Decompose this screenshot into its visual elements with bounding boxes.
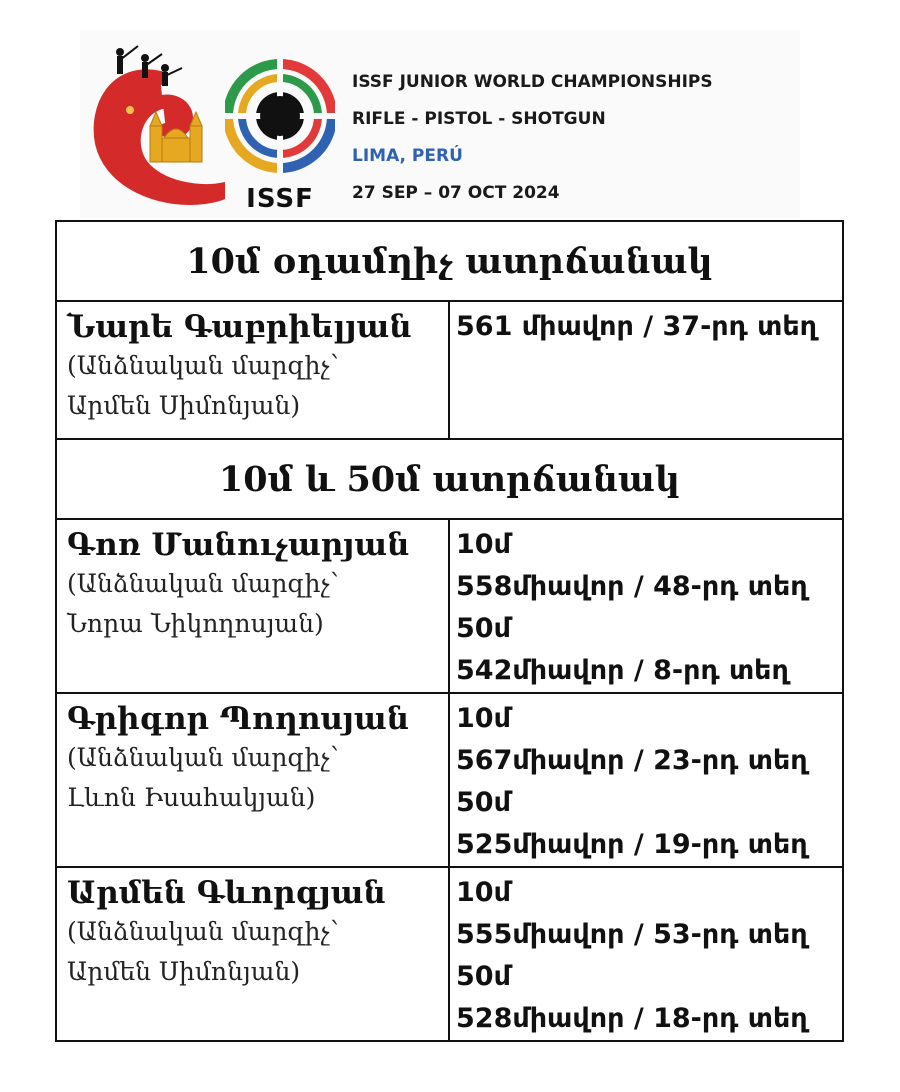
result-cell [449, 693, 843, 867]
athlete-cell [56, 867, 449, 1041]
coach-name: Լևոն Իսահակյան) [67, 783, 316, 812]
issf-logo [225, 54, 335, 218]
result-line: 567միավոր / 23-րդ տեղ [456, 745, 808, 776]
athlete-row [56, 693, 843, 867]
banner-text [352, 64, 713, 212]
coach-label: (Անձնական մարզիչ՝ [67, 569, 339, 598]
coach-name: Արմեն Սիմոնյան) [67, 391, 301, 420]
result-distance: 50մ [456, 961, 511, 992]
athlete-name: Նարե Գաբրիելյան [67, 309, 412, 345]
section-title: 10մ օդամղիչ ատրճանակ [56, 221, 843, 301]
coach-label: (Անձնական մարզիչ՝ [67, 917, 339, 946]
result-cell [449, 867, 843, 1041]
banner-location: LIMA, PERÚ [352, 146, 463, 166]
athlete-cell [56, 301, 449, 439]
coach-name: Նորա Նիկողոսյան) [67, 609, 324, 638]
result-line: 525միավոր / 19-րդ տեղ [456, 829, 808, 860]
result-line: 558միավոր / 48-րդ տեղ [456, 571, 808, 602]
result-distance: 10մ [456, 703, 511, 734]
section-header-row [56, 439, 843, 519]
result-distance: 10մ [456, 877, 511, 908]
results-table [55, 220, 844, 1042]
banner-dates: 27 SEP – 07 OCT 2024 [352, 183, 560, 203]
result-distance: 50մ [456, 787, 511, 818]
athlete-cell [56, 693, 449, 867]
result-distance: 50մ [456, 613, 511, 644]
issf-target-icon [225, 54, 335, 180]
coach-name: Արմեն Սիմոնյան) [67, 957, 301, 986]
issf-wordmark: ISSF [246, 184, 314, 214]
athlete-row [56, 519, 843, 693]
athlete-row [56, 301, 843, 439]
coach-label: (Անձնական մարզիչ՝ [67, 351, 339, 380]
result-cell [449, 301, 843, 439]
result-line: 561 միավոր / 37-րդ տեղ [456, 311, 818, 342]
athlete-row [56, 867, 843, 1041]
result-line: 542միավոր / 8-րդ տեղ [456, 655, 789, 686]
athlete-cell [56, 519, 449, 693]
coach-label: (Անձնական մարզիչ՝ [67, 743, 339, 772]
championship-emblem-icon [90, 38, 225, 218]
section-title: 10մ և 50մ ատրճանակ [56, 439, 843, 519]
banner-disciplines: RIFLE - PISTOL - SHOTGUN [352, 109, 606, 129]
athlete-name: Արմեն Գևորգյան [67, 875, 386, 911]
banner-event-name: ISSF JUNIOR WORLD CHAMPIONSHIPS [352, 72, 713, 92]
section-header-row [56, 221, 843, 301]
result-distance: 10մ [456, 529, 511, 560]
result-cell [449, 519, 843, 693]
result-line: 528միավոր / 18-րդ տեղ [456, 1003, 808, 1034]
athlete-name: Գոռ Մանուչարյան [67, 527, 410, 563]
athlete-name: Գրիգոր Պողոսյան [67, 701, 410, 737]
championship-banner [80, 30, 800, 218]
result-line: 555միավոր / 53-րդ տեղ [456, 919, 808, 950]
